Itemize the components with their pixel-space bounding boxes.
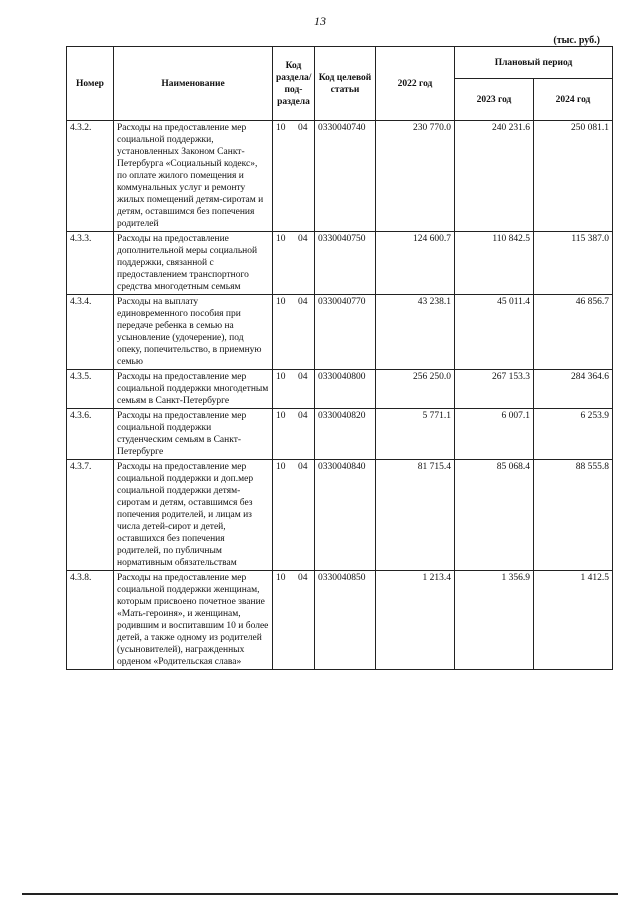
row-value-2024: 1 412.5 [534,571,613,670]
row-name: Расходы на предоставление дополнительной меры социальной поддержки, связанной с предоставлением транспортного средства многодетным семьям [114,232,273,295]
row-value-2024: 46 856.7 [534,295,613,370]
table-row [67,409,613,460]
units-label: (тыс. руб.) [553,35,600,46]
row-number: 4.3.3. [67,232,114,295]
row-value-2022: 256 250.0 [376,370,455,409]
row-value-2023: 6 007.1 [455,409,534,460]
row-number: 4.3.5. [67,370,114,409]
row-name: Расходы на предоставление мер социальной поддержки, установленных Законом Санкт-Петербурга «Социальный кодекс», по оплате жилого помещения и коммунальных услуг и ремонту жилых помещений детям-сиротам и детям, оставшимся без попечения родителей [114,121,273,232]
row-value-2022: 230 770.0 [376,121,455,232]
row-number: 4.3.6. [67,409,114,460]
row-section-code: 10 04 [273,460,315,571]
table-row [67,460,613,571]
row-value-2023: 267 153.3 [455,370,534,409]
row-name: Расходы на предоставление мер социальной поддержки студенческим семьям в Санкт-Петербурге [114,409,273,460]
row-value-2022: 124 600.7 [376,232,455,295]
row-value-2023: 240 231.6 [455,121,534,232]
row-target-code: 0330040820 [315,409,376,460]
header-planned-period: Плановый период [455,47,613,79]
row-value-2023: 1 356.9 [455,571,534,670]
row-name: Расходы на предоставление мер социальной поддержки многодетным семьям в Санкт-Петербурге [114,370,273,409]
row-section-code: 10 04 [273,409,315,460]
row-value-2024: 6 253.9 [534,409,613,460]
row-value-2024: 284 364.6 [534,370,613,409]
table-row [67,295,613,370]
row-target-code: 0330040800 [315,370,376,409]
row-section-code: 10 04 [273,121,315,232]
header-section-code: Код раздела/ под-раздела [273,47,315,121]
row-value-2024: 115 387.0 [534,232,613,295]
page-number: 13 [314,14,326,28]
row-value-2022: 81 715.4 [376,460,455,571]
row-section-code: 10 04 [273,232,315,295]
header-2023: 2023 год [455,79,534,121]
row-name: Расходы на предоставление мер социальной поддержки и доп.мер социальной поддержки детям-сиротам и детям, оставшимся без попечения родителей, и лицам из числа детей-сирот и детей, оставшихся без попечения родителей, по публичным нормативным обязательствам [114,460,273,571]
row-section-code: 10 04 [273,571,315,670]
table-row [67,571,613,670]
row-target-code: 0330040850 [315,571,376,670]
row-section-code: 10 04 [273,370,315,409]
header-name: Наименование [114,47,273,121]
table-row [67,370,613,409]
bottom-rule [22,893,618,895]
row-value-2023: 110 842.5 [455,232,534,295]
header-number: Номер [67,47,114,121]
row-value-2022: 43 238.1 [376,295,455,370]
table-row [67,232,613,295]
row-value-2022: 1 213.4 [376,571,455,670]
row-name: Расходы на выплату единовременного пособия при передаче ребенка в семью на усыновление (удочерение), под опеку, попечительство, в приемную семью [114,295,273,370]
row-number: 4.3.7. [67,460,114,571]
row-value-2023: 45 011.4 [455,295,534,370]
budget-table [66,46,613,670]
row-target-code: 0330040740 [315,121,376,232]
row-value-2024: 88 555.8 [534,460,613,571]
row-value-2023: 85 068.4 [455,460,534,571]
row-value-2024: 250 081.1 [534,121,613,232]
header-2024: 2024 год [534,79,613,121]
header-2022: 2022 год [376,47,455,121]
row-number: 4.3.8. [67,571,114,670]
row-target-code: 0330040840 [315,460,376,571]
row-number: 4.3.4. [67,295,114,370]
row-section-code: 10 04 [273,295,315,370]
table-row [67,121,613,232]
row-name: Расходы на предоставление мер социальной поддержки женщинам, которым присвоено почетное звание «Мать-героиня», и женщинам, родившим и воспитавшим 10 и более детей, а также одному из родителей (усыновителей), награжденных орденом «Родительская слава» [114,571,273,670]
row-value-2022: 5 771.1 [376,409,455,460]
header-target-code: Код целевой статьи [315,47,376,121]
row-target-code: 0330040770 [315,295,376,370]
row-number: 4.3.2. [67,121,114,232]
row-target-code: 0330040750 [315,232,376,295]
